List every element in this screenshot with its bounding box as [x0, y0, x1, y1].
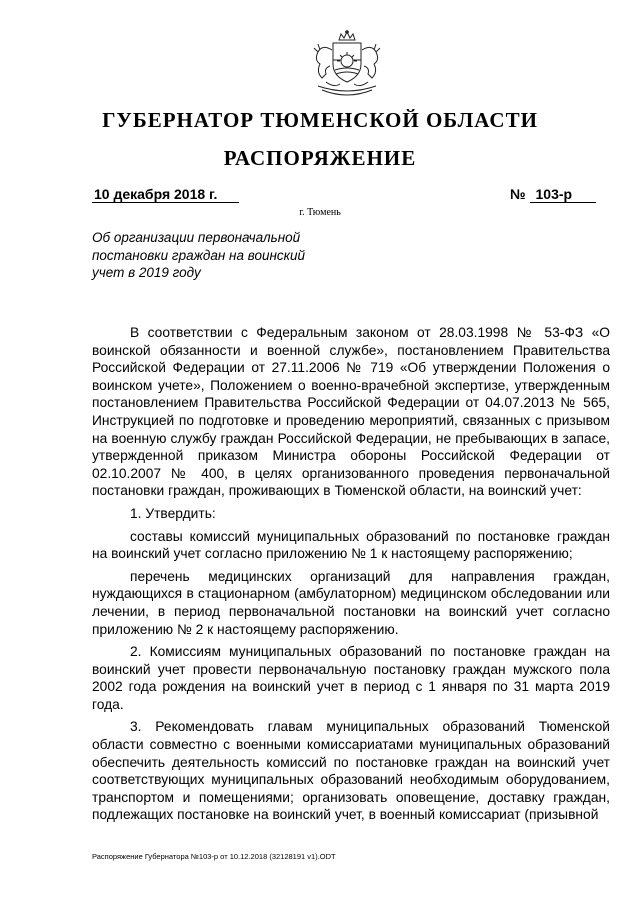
- body-paragraph: 3. Рекомендовать главам муниципальных образований Тюменской области совместно с военными комиссариатами муниципальных образований обеспечить деятельность комиссий по постановке граждан на воинский учет соответствующих муниципальных образований необходимым оборудованием, транспортом и помещениями; организовать оповещение, доставку граждан, подлежащих постановке на воинский учет, в военный комиссариат (призывной: [92, 719, 610, 823]
- document-number: [510, 186, 596, 203]
- body-paragraph: 2. Комиссиям муниципальных образований по постановке граждан на воинский учет провести первоначальную постановку граждан мужского пола 2002 года рождения на воинский учет в период с 1 января по 31 марта 2019 года.: [92, 644, 610, 712]
- document-subject: Об организации первоначальной постановки граждан на воинский учет в 2019 году: [92, 230, 306, 280]
- authority-title: ГУБЕРНАТОР ТЮМЕНСКОЙ ОБЛАСТИ: [102, 108, 538, 132]
- city-label: г. Тюмень: [299, 207, 341, 218]
- page-footer: Распоряжение Губернатора №103-р от 10.12.2018 (32128191 v1).ODT: [92, 852, 336, 861]
- body-paragraph: 1. Утвердить:: [130, 505, 216, 521]
- number-sign: №: [510, 186, 526, 202]
- document-type-title: РАСПОРЯЖЕНИЕ: [223, 146, 417, 170]
- body-paragraph: перечень медицинских организаций для направления граждан, нуждающихся в стационарном (амбулаторном) медицинском обследовании или лечении, в период первоначальной постановки на воинский учет согласно приложению № 2 к настоящему распоряжению.: [92, 568, 610, 637]
- document-date: 10 декабря 2018 г.: [92, 186, 239, 203]
- document-body: [92, 324, 610, 829]
- number-value: 103-р: [530, 186, 596, 203]
- coat-of-arms-emblem: [304, 30, 390, 102]
- body-paragraph: составы комиссий муниципальных образований по постановке граждан на воинский учет согласно приложению № 1 к настоящему распоряжению;: [92, 528, 610, 562]
- body-paragraph: В соответствии с Федеральным законом от 28.03.1998 № 53-ФЗ «О воинской обязанности и военной службе», постановлением Правительства Российской Федерации от 27.11.2006 № 719 «Об утверждении Положения о воинском учете», Положением о военно-врачебной экспертизе, утвержденным постановлением Правительства Российской Федерации от 04.07.2013 № 565, Инструкцией по подготовке и проведению мероприятий, связанных с призывом на военную службу граждан Российской Федерации, не пребывающих в запасе, утвержденной приказом Министра обороны Российской Федерации от 02.10.2007 № 400, в целях организованного проведения первоначальной постановки граждан, проживающих в Тюменской области, на воинский учет:: [92, 325, 610, 499]
